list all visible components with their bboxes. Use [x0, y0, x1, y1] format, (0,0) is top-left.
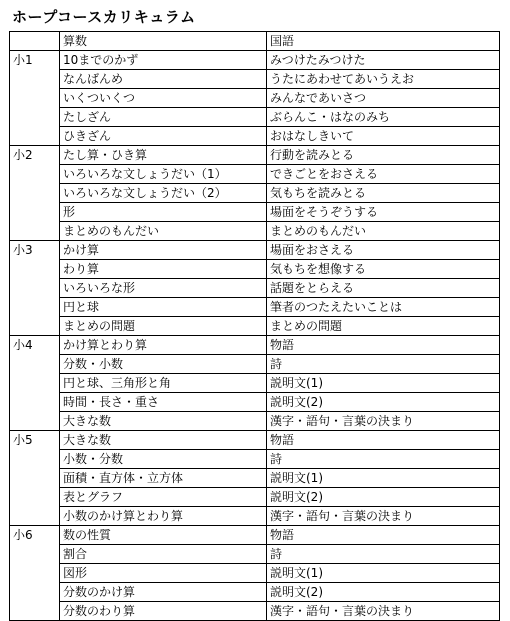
math-topic: 割合: [60, 545, 267, 564]
math-topic: 小数のかけ算とわり算: [60, 507, 267, 526]
lang-topic: 漢字・語句・言葉の決まり: [267, 507, 500, 526]
table-row: [10, 146, 500, 165]
lang-topic: 漢字・語句・言葉の決まり: [267, 412, 500, 431]
table-row: [10, 127, 500, 146]
lang-topic: 物語: [267, 526, 500, 545]
table-row: [10, 165, 500, 184]
header-lang: 国語: [267, 32, 500, 51]
table-row: [10, 393, 500, 412]
lang-topic: 話題をとらえる: [267, 279, 500, 298]
math-topic: いろいろな文しょうだい（2）: [60, 184, 267, 203]
table-row: [10, 412, 500, 431]
math-topic: 形: [60, 203, 267, 222]
table-row: [10, 317, 500, 336]
lang-topic: 物語: [267, 336, 500, 355]
header-math: 算数: [60, 32, 267, 51]
math-topic: かけ算とわり算: [60, 336, 267, 355]
math-topic: いろいろな文しょうだい（1）: [60, 165, 267, 184]
math-topic: たしざん: [60, 108, 267, 127]
table-row: [10, 507, 500, 526]
math-topic: 小数・分数: [60, 450, 267, 469]
table-row: [10, 374, 500, 393]
table-row: [10, 469, 500, 488]
curriculum-table-body: [10, 32, 500, 621]
table-row: [10, 184, 500, 203]
table-row: [10, 51, 500, 70]
table-row: [10, 241, 500, 260]
lang-topic: 詩: [267, 355, 500, 374]
table-row: [10, 431, 500, 450]
grade-label: 小2: [10, 146, 60, 241]
table-row: [10, 108, 500, 127]
lang-topic: 物語: [267, 431, 500, 450]
lang-topic: 漢字・語句・言葉の決まり: [267, 602, 500, 621]
math-topic: いくついくつ: [60, 89, 267, 108]
lang-topic: 説明文(2): [267, 583, 500, 602]
math-topic: 分数のわり算: [60, 602, 267, 621]
header-row: [10, 32, 500, 51]
math-topic: 円と球: [60, 298, 267, 317]
lang-topic: うたにあわせてあいうえお: [267, 70, 500, 89]
table-row: [10, 602, 500, 621]
table-row: [10, 70, 500, 89]
math-topic: まとめのもんだい: [60, 222, 267, 241]
math-topic: なんばんめ: [60, 70, 267, 89]
grade-label: 小5: [10, 431, 60, 526]
lang-topic: 行動を読みとる: [267, 146, 500, 165]
math-topic: かけ算: [60, 241, 267, 260]
lang-topic: まとめの問題: [267, 317, 500, 336]
math-topic: たし算・ひき算: [60, 146, 267, 165]
math-topic: 面積・直方体・立方体: [60, 469, 267, 488]
lang-topic: 気もちを想像する: [267, 260, 500, 279]
table-row: [10, 488, 500, 507]
table-row: [10, 545, 500, 564]
math-topic: 大きな数: [60, 431, 267, 450]
header-grade: [10, 32, 60, 51]
math-topic: 分数・小数: [60, 355, 267, 374]
table-row: [10, 583, 500, 602]
lang-topic: ぶらんこ・はなのみち: [267, 108, 500, 127]
lang-topic: みつけたみつけた: [267, 51, 500, 70]
lang-topic: 筆者のつたえたいことは: [267, 298, 500, 317]
table-row: [10, 526, 500, 545]
table-row: [10, 298, 500, 317]
table-row: [10, 355, 500, 374]
table-row: [10, 450, 500, 469]
math-topic: 大きな数: [60, 412, 267, 431]
math-topic: 円と球、三角形と角: [60, 374, 267, 393]
math-topic: 時間・長さ・重さ: [60, 393, 267, 412]
table-row: [10, 89, 500, 108]
math-topic: ひきざん: [60, 127, 267, 146]
lang-topic: できごとをおさえる: [267, 165, 500, 184]
page-title: ホープコースカリキュラム: [12, 8, 196, 26]
table-row: [10, 336, 500, 355]
table-row: [10, 203, 500, 222]
lang-topic: 詩: [267, 450, 500, 469]
grade-label: 小1: [10, 51, 60, 146]
grade-label: 小3: [10, 241, 60, 336]
lang-topic: まとめのもんだい: [267, 222, 500, 241]
grade-label: 小4: [10, 336, 60, 431]
math-topic: 10までのかず: [60, 51, 267, 70]
lang-topic: 詩: [267, 545, 500, 564]
curriculum-table: [9, 31, 500, 621]
math-topic: 図形: [60, 564, 267, 583]
lang-topic: 気もちを読みとる: [267, 184, 500, 203]
lang-topic: 説明文(1): [267, 374, 500, 393]
table-row: [10, 260, 500, 279]
lang-topic: おはなしきいて: [267, 127, 500, 146]
math-topic: わり算: [60, 260, 267, 279]
math-topic: 表とグラフ: [60, 488, 267, 507]
lang-topic: みんなであいさつ: [267, 89, 500, 108]
math-topic: 数の性質: [60, 526, 267, 545]
table-row: [10, 279, 500, 298]
math-topic: まとめの問題: [60, 317, 267, 336]
math-topic: 分数のかけ算: [60, 583, 267, 602]
lang-topic: 説明文(2): [267, 488, 500, 507]
lang-topic: 説明文(2): [267, 393, 500, 412]
lang-topic: 説明文(1): [267, 564, 500, 583]
lang-topic: 場面をそうぞうする: [267, 203, 500, 222]
table-row: [10, 222, 500, 241]
lang-topic: 場面をおさえる: [267, 241, 500, 260]
grade-label: 小6: [10, 526, 60, 621]
math-topic: いろいろな形: [60, 279, 267, 298]
lang-topic: 説明文(1): [267, 469, 500, 488]
table-row: [10, 564, 500, 583]
